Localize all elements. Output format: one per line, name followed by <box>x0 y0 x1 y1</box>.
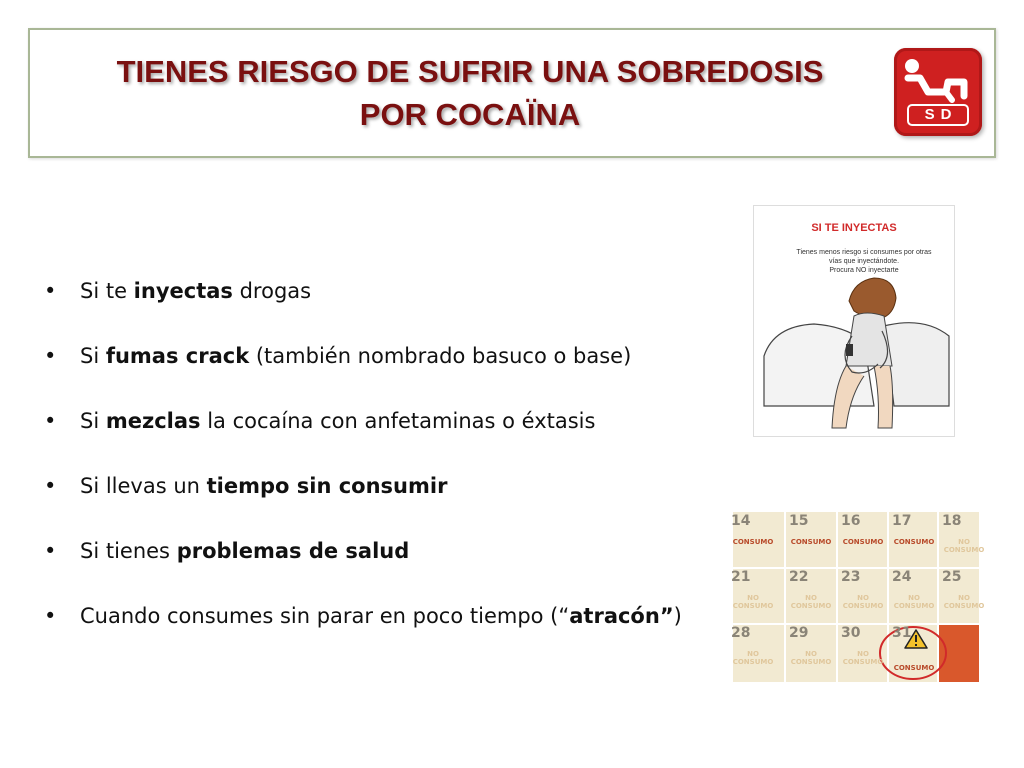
bullet-dot: • <box>44 279 57 303</box>
calendar-day-label: NO CONSUMO <box>732 650 774 666</box>
calendar-day <box>888 624 938 678</box>
bullet-text: Si <box>80 409 106 433</box>
calendar-day-number: 21 <box>731 569 751 585</box>
bullet-item <box>44 408 684 434</box>
title-box <box>28 28 996 158</box>
bullet-item <box>44 343 684 369</box>
calendar-day-label: CONSUMO <box>732 538 774 546</box>
illustration-header: SI TE INYECTAS <box>811 222 897 234</box>
calendar-day <box>727 568 777 622</box>
calendar-day <box>837 624 887 678</box>
calendar-day-number: 29 <box>789 625 809 641</box>
bullet-text: la cocaína con anfetaminas o éxtasis <box>200 409 596 433</box>
bullet-keyword: mezclas <box>105 409 201 433</box>
injection-illustration <box>754 206 954 436</box>
bullet-keyword: problemas de salud <box>176 539 410 563</box>
bullet-item <box>44 473 684 499</box>
calendar-day <box>938 568 988 622</box>
bullet-list <box>44 278 684 668</box>
calendar-day-number: 23 <box>841 569 861 585</box>
calendar <box>731 512 985 682</box>
calendar-day-number: 14 <box>731 513 751 529</box>
bullet-keyword: atracón” <box>569 604 674 628</box>
calendar-day-label: NO CONSUMO <box>842 650 884 666</box>
calendar-day <box>837 512 887 566</box>
bullet-text: Si tienes <box>80 539 177 563</box>
title-line-2: POR COCAÏNA <box>359 97 581 132</box>
calendar-day-number: 22 <box>789 569 809 585</box>
bullet-dot: • <box>44 539 57 563</box>
calendar-day <box>727 512 777 566</box>
page-title <box>50 50 890 136</box>
calendar-day-label: NO CONSUMO <box>790 594 832 610</box>
calendar-day-number: 18 <box>942 513 962 529</box>
calendar-day-label: NO CONSUMO <box>893 594 935 610</box>
illustration-text-1: Tienes menos riesgo si consumes por otras vías que inyectándote. <box>796 249 932 265</box>
calendar-day <box>785 568 835 622</box>
calendar-day-label: CONSUMO <box>893 664 935 672</box>
bullet-item <box>44 538 684 564</box>
calendar-day-label: NO CONSUMO <box>943 594 985 610</box>
calendar-day-number: 31 <box>892 625 912 641</box>
bullet-keyword: tiempo sin consumir <box>206 474 448 498</box>
bullet-text: (también nombrado basuco o base) <box>249 344 632 368</box>
calendar-day <box>938 512 988 566</box>
bullet-keyword: fumas crack <box>105 344 250 368</box>
calendar-day-label: NO CONSUMO <box>943 538 985 554</box>
logo-label: SD <box>907 104 969 126</box>
title-line-1: TIENES RIESGO DE SUFRIR UNA SOBREDOSIS <box>116 54 824 89</box>
person-drawing <box>754 206 954 436</box>
calendar-day <box>888 568 938 622</box>
sd-logo <box>894 48 982 136</box>
calendar-day-number: 17 <box>892 513 912 529</box>
calendar-day-number: 24 <box>892 569 912 585</box>
calendar-day-number: 25 <box>942 569 962 585</box>
bullet-dot: • <box>44 474 57 498</box>
bullet-text: Si llevas un <box>80 474 207 498</box>
calendar-day <box>837 568 887 622</box>
calendar-day-label: NO CONSUMO <box>790 650 832 666</box>
calendar-day-label: CONSUMO <box>790 538 832 546</box>
calendar-day-label: NO CONSUMO <box>842 594 884 610</box>
bullet-text: ) <box>673 604 682 628</box>
bullet-item <box>44 603 684 629</box>
calendar-day-label: CONSUMO <box>893 538 935 546</box>
calendar-day <box>727 624 777 678</box>
bullet-text: Cuando consumes sin parar en poco tiempo (“ <box>80 604 570 628</box>
illustration-text-2: Procura NO inyectarte <box>829 267 899 274</box>
calendar-day-number: 16 <box>841 513 861 529</box>
calendar-day <box>888 512 938 566</box>
bullet-keyword: inyectas <box>133 279 233 303</box>
bullet-item <box>44 278 684 304</box>
bullet-dot: • <box>44 604 57 628</box>
calendar-day-number: 28 <box>731 625 751 641</box>
bullet-text: Si te <box>80 279 134 303</box>
bullet-text: Si <box>80 344 106 368</box>
bullet-dot: • <box>44 344 57 368</box>
calendar-day <box>785 624 835 678</box>
calendar-day <box>785 512 835 566</box>
calendar-day-number: 30 <box>841 625 861 641</box>
bullet-text: drogas <box>232 279 312 303</box>
calendar-day-label: NO CONSUMO <box>732 594 774 610</box>
calendar-day-number: 15 <box>789 513 809 529</box>
bullet-dot: • <box>44 409 57 433</box>
calendar-day-label: CONSUMO <box>842 538 884 546</box>
